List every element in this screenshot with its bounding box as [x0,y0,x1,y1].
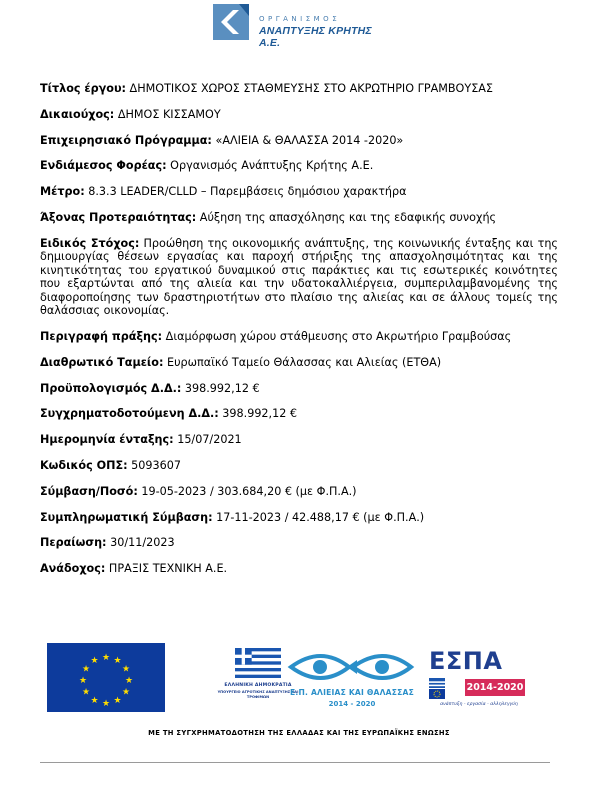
field-measure: Μέτρο: 8.3.3 LEADER/CLLD – Παρεμβάσεις δημόσιου χαρακτήρα [40,185,407,199]
fish-eye-icon [287,647,417,687]
ministry-label: ΥΠΟΥΡΓΕΙΟ ΑΓΡΟΤΙΚΗΣ ΑΝΑΠΤΥΞΗΣ ΚΑΙ ΤΡΟΦΙΜΩΝ [217,690,299,699]
svg-text:★: ★ [113,656,122,666]
ep-years: 2014 - 2020 [328,700,376,708]
ep-title: Ε.Π. ΑΛΙΕΙΑΣ ΚΑΙ ΘΑΛΑΣΣΑΣ [289,688,414,697]
svg-text:★: ★ [101,699,111,709]
svg-text:★: ★ [81,664,91,675]
eu-flag-icon [47,643,165,712]
field-inclusion-date: Ημερομηνία ένταξης: 15/07/2021 [40,433,242,447]
organization-name-top: ΟΡΓΑΝΙΣΜΟΣ [259,15,341,23]
field-contractor: Ανάδοχος: ΠΡΑΞΙΣ ΤΕΧΝΙΚΗ Α.Ε. [40,562,228,576]
organization-logo [213,4,383,49]
svg-text:★: ★ [90,656,99,666]
field-project-title: Τίτλος έργου: ΔΗΜΟΤΙΚΟΣ ΧΩΡΟΣ ΣΤΑΘΜΕΥΣΗΣ ΣΤΟ ΑΚΡΩΤΗΡΙΟ ΓΡΑΜΒΟΥΣΑΣ [40,82,493,95]
cofinancing-note: ΜΕ ΤΗ ΣΥΓΧΡΗΜΑΤΟΔΟΤΗΣΗ ΤΗΣ ΕΛΛΑΔΑΣ ΚΑΙ ΤΗΣ ΕΥΡΩΠΑΪΚΗΣ ΕΝΩΣΗΣ [148,729,450,737]
field-contract-amount: Σύμβαση/Ποσό: 19-05-2023 / 303.684,20 € (με Φ.Π.Α.) [40,484,357,498]
svg-text:★: ★ [113,696,122,706]
field-ops-code: Κωδικός ΟΠΣ: 5093607 [40,459,181,473]
field-action-description: Περιγραφή πράξης: Διαμόρφωση χώρου στάθμευσης στο Ακρωτήριο Γραμβούσας [40,330,512,344]
espa-years: 2014-2020 [465,679,525,696]
svg-text:★: ★ [121,687,131,698]
field-structural-fund: Διαθρωτικό Ταμείο: Ευρωπαϊκό Ταμείο Θάλασσας και Αλιείας (ΕΤΘΑ) [40,355,442,369]
svg-text:★: ★ [101,653,111,663]
field-beneficiary: Δικαιούχος: ΔΗΜΟΣ ΚΙΣΣΑΜΟΥ [40,107,221,121]
footer-divider [40,762,550,763]
field-operational-programme: Επιχειρησιακό Πρόγραμμα: «ΑΛΙΕΙΑ & ΘΑΛΑΣΣΑ 2014 -2020» [40,133,404,147]
organization-logo-icon [213,4,249,40]
organization-name: ΑΝΑΠΤΥΞΗΣ ΚΡΗΤΗΣ Α.Ε. [259,25,372,49]
espa-tagline: ανάπτυξη - εργασία - αλληλεγγύη [440,702,518,707]
espa-word: ΕΣΠΑ [429,647,503,675]
svg-text:★: ★ [78,676,88,686]
field-budget: Προϋπολογισμός Δ.Δ.: 398.992,12 € [40,381,260,395]
svg-text:★: ★ [124,676,134,686]
greek-flag-icon [235,648,281,678]
field-cofinanced-budget: Συγχρηματοδοτούμενη Δ.Δ.: 398.992,12 € [40,407,298,421]
field-specific-objective: Ειδικός Στόχος: Προώθηση της οικονομικής ανάπτυξης, της κοινωνικής ένταξης και της δημιουργίας θέσεων εργασίας και παροχή στήριξης της απασχολησιμότητας και της κινητικότητας του εργατικού δυναμικού στις παράκτιες και τις εσωτερικές κοινότητες που εξαρτώνται από της αλιεία και την υδατοκαλλιέργεια, συμπεριλαμβανομένης της διαφοροποίησης των δραστηριοτήτων στο πλαίσιο της αλιείας και σε άλλους τομείς της θαλάσσιας οικονομίας. [40,236,558,318]
svg-text:★: ★ [81,687,91,698]
project-details [40,82,558,588]
espa-logo [429,647,527,713]
field-priority-axis: Άξονας Προτεραιότητας: Αύξηση της απασχόλησης και της εδαφικής συνοχής [40,210,497,224]
field-intermediate-body: Ενδιάμεσος Φορέας: Οργανισμός Ανάπτυξης Κρήτης Α.Ε. [40,159,374,173]
ep-fisheries-logo [287,647,417,713]
svg-text:★: ★ [121,664,131,675]
espa-mark-icon [429,678,463,700]
svg-text:★: ★ [90,696,99,706]
field-supplementary-contract: Συμπληρωματική Σύμβαση: 17-11-2023 / 42.488,17 € (με Φ.Π.Α.) [40,510,425,524]
field-completion: Περαίωση: 30/11/2023 [40,536,175,550]
funding-logos [47,643,527,713]
greek-republic-label: ΕΛΛΗΝΙΚΗ ΔΗΜΟΚΡΑΤΙΑ [224,683,292,688]
